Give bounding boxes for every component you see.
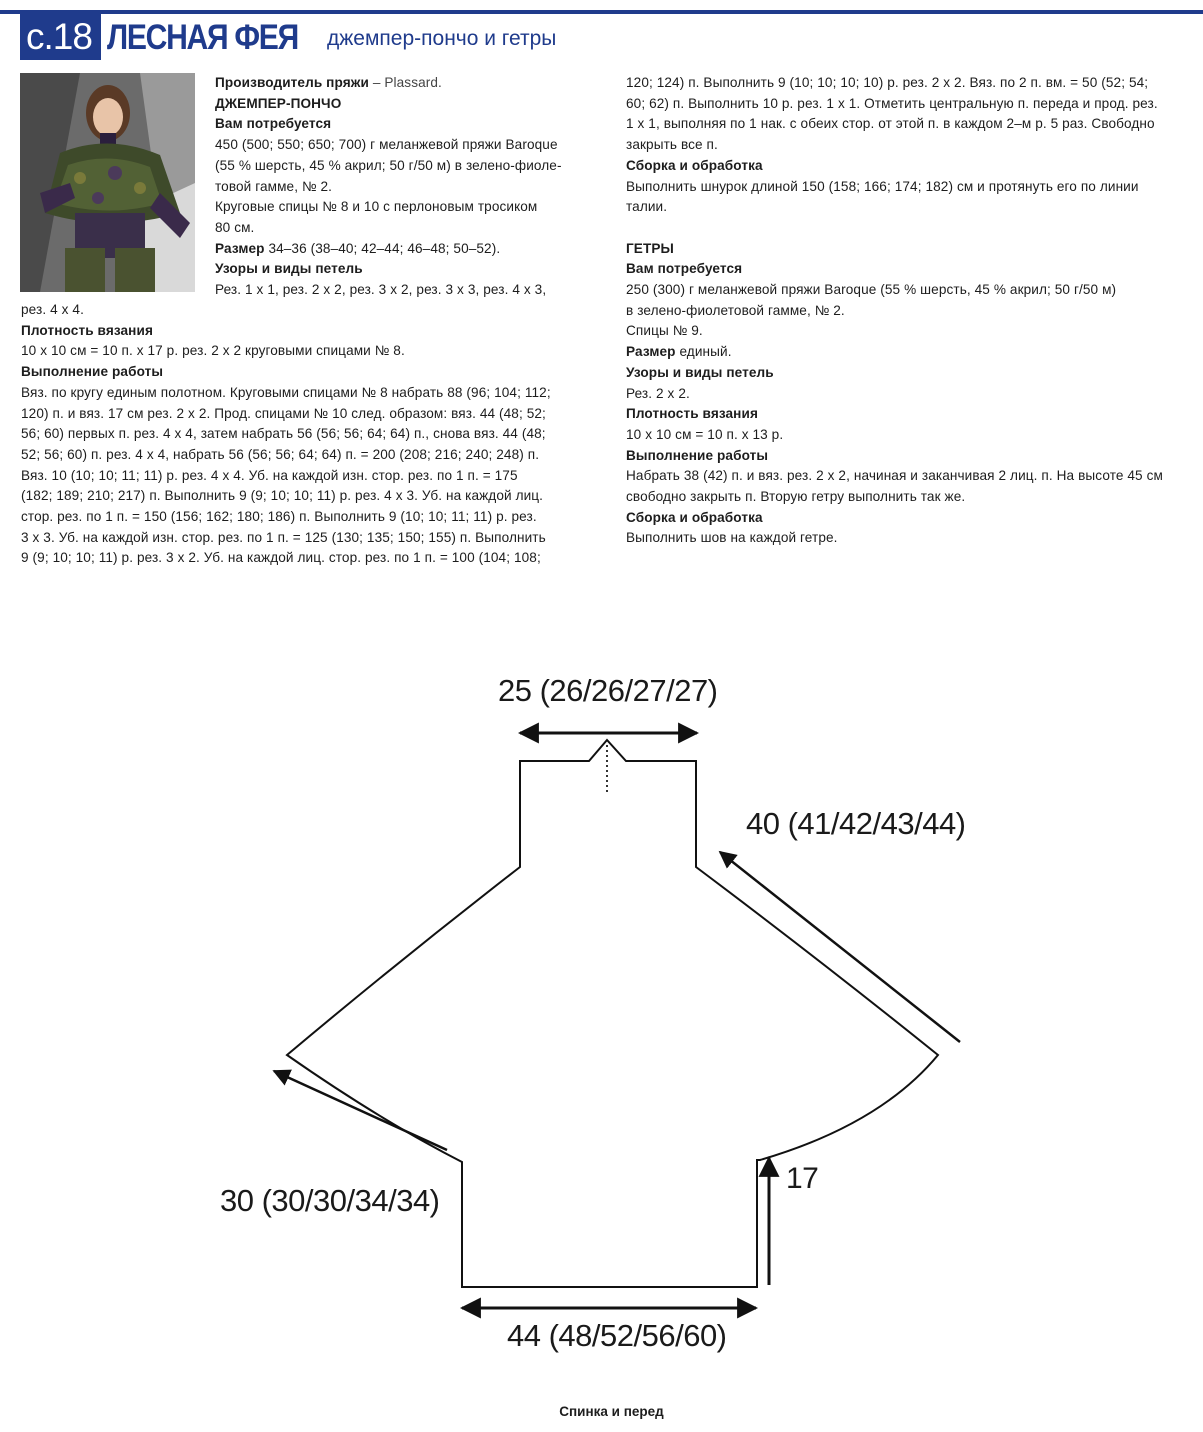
continued-line: 60; 62) п. Выполнить 10 р. рез. 1 х 1. Отметить центральную п. переда и прод. рез.	[626, 95, 1158, 111]
continued-line: 120; 124) п. Выполнить 9 (10; 10; 10; 10) р. рез. 2 х 2. Вяз. по 2 п. вм. = 50 (52; 54;	[626, 75, 1149, 90]
leg-work-title: Выполнение работы	[626, 447, 769, 463]
leg-density-title: Плотность вязания	[626, 406, 758, 422]
density-value: 10 х 10 см = 10 п. х 17 р. рез. 2 х 2 круговыми спицами № 8.	[21, 343, 405, 359]
manufacturer-value: – Plassard.	[368, 75, 442, 90]
assembly-title: Сборка и обработка	[626, 157, 763, 173]
leg-size-value: единый.	[675, 344, 732, 360]
needs-line: (55 % шерсть, 45 % акрил; 50 г/50 м) в зелено-фиоле-	[215, 157, 562, 173]
leg-work-line: Набрать 38 (42) п. и вяз. рез. 2 х 2, начиная и заканчивая 2 лиц. п. На высоте 45 см	[626, 468, 1163, 484]
patterns-line: Рез. 1 х 1, рез. 2 х 2, рез. 3 х 2, рез. 3 х 3, рез. 4 х 3,	[215, 282, 547, 298]
leg-assembly-title: Сборка и обработка	[626, 509, 763, 525]
poncho-section-title: ДЖЕМПЕР-ПОНЧО	[215, 95, 342, 111]
neck-width-label: 25 (26/26/27/27)	[498, 673, 718, 708]
patterns-title: Узоры и виды петель	[215, 261, 363, 277]
side-length-label: 30 (30/30/34/34)	[220, 1183, 440, 1218]
leg-size-label: Размер	[626, 344, 676, 360]
density-title: Плотность вязания	[21, 322, 153, 338]
patterns-line: рез. 4 х 4.	[21, 302, 84, 317]
needs-title: Вам потребуется	[215, 116, 332, 132]
leg-needs-title: Вам потребуется	[626, 261, 743, 277]
assembly-line: талии.	[626, 199, 668, 215]
shoulder-length-label: 40 (41/42/43/44)	[746, 806, 966, 841]
work-line: 120) п. и вяз. 17 см рез. 2 х 2. Прод. спицами № 10 след. образом: вяз. 44 (48; 52;	[21, 405, 546, 421]
leg-needs-line: в зелено-фиолетовой гамме, № 2.	[626, 302, 845, 318]
assembly-line: Выполнить шнурок длиной 150 (158; 166; 174; 182) см и протянуть его по линии	[626, 178, 1139, 194]
leg-work-line: свободно закрыть п. Вторую гетру выполнить так же.	[626, 489, 966, 505]
shoulder-length-arrow	[720, 852, 960, 1042]
work-title: Выполнение работы	[21, 364, 164, 380]
work-line: 56; 60) первых п. рез. 4 х 4, затем набрать 56 (56; 56; 64; 64) п., снова вяз. 44 (48;	[21, 426, 546, 442]
needs-line: 80 см.	[215, 219, 255, 235]
page-title: ЛЕСНАЯ ФЕЯ	[106, 18, 298, 57]
size-value: 34–36 (38–40; 42–44; 46–48; 50–52).	[264, 240, 501, 256]
continued-line: закрыть все п.	[626, 137, 718, 153]
needs-line: 450 (500; 550; 650; 700) г меланжевой пряжи Baroque	[215, 137, 558, 153]
work-line: стор. рез. по 1 п. = 150 (156; 162; 180; 186) п. Выполнить 9 (10; 10; 11; 11) р. рез.	[21, 509, 537, 525]
leg-patterns-value: Рез. 2 х 2.	[626, 385, 690, 401]
leg-needs-line: Спицы № 9.	[626, 323, 703, 339]
bottom-width-label: 44 (48/52/56/60)	[507, 1318, 727, 1353]
leggings-section-title: ГЕТРЫ	[626, 240, 674, 256]
work-line: 9 (9; 10; 10; 11) р. рез. 3 х 2. Уб. на каждой лиц. стор. рез. по 1 п. = 100 (104; 108;	[21, 550, 541, 566]
leg-density-value: 10 х 10 см = 10 п. х 13 р.	[626, 426, 784, 442]
continued-line: 1 х 1, выполняя по 1 нак. с обеих стор. от этой п. в каждом 2–м р. 5 раз. Свободно	[626, 116, 1155, 132]
rib-height-label: 17	[786, 1162, 819, 1195]
diagram-caption: Спинка и перед	[559, 1404, 664, 1419]
page-number-badge: с.18	[20, 14, 101, 60]
needs-line: Круговые спицы № 8 и 10 с перлоновым тросиком	[215, 199, 538, 215]
work-line: 3 х 3. Уб. на каждой изн. стор. рез. по 1 п. = 125 (130; 135; 150; 155) п. Выполнить	[21, 529, 546, 545]
needs-line: товой гамме, № 2.	[215, 178, 333, 194]
leg-assembly-value: Выполнить шов на каждой гетре.	[626, 530, 838, 546]
work-line: 52; 56; 60) п. рез. 4 х 4, набрать 56 (56; 56; 64; 64) п. = 200 (208; 216; 240; 248) п.	[21, 446, 540, 462]
work-line: (182; 189; 210; 217) п. Выполнить 9 (9; 10; 10; 11) р. рез. 4 х 3. Уб. на каждой лиц.	[21, 488, 544, 504]
manufacturer-label: Производитель пряжи	[215, 75, 369, 90]
size-label: Размер	[215, 240, 265, 256]
work-line: Вяз. по кругу единым полотном. Круговыми спицами № 8 набрать 88 (96; 104; 112;	[21, 384, 551, 400]
leg-patterns-title: Узоры и виды петель	[626, 364, 774, 380]
side-length-arrow	[274, 1071, 447, 1150]
page-subtitle: джемпер-пончо и гетры	[327, 27, 557, 50]
leg-needs-line: 250 (300) г меланжевой пряжи Baroque (55 % шерсть, 45 % акрил; 50 г/50 м)	[626, 282, 1117, 298]
work-line: Вяз. 10 (10; 10; 11; 11) р. рез. 4 х 4. Уб. на каждой изн. стор. рез. по 1 п. = 175	[21, 467, 518, 483]
